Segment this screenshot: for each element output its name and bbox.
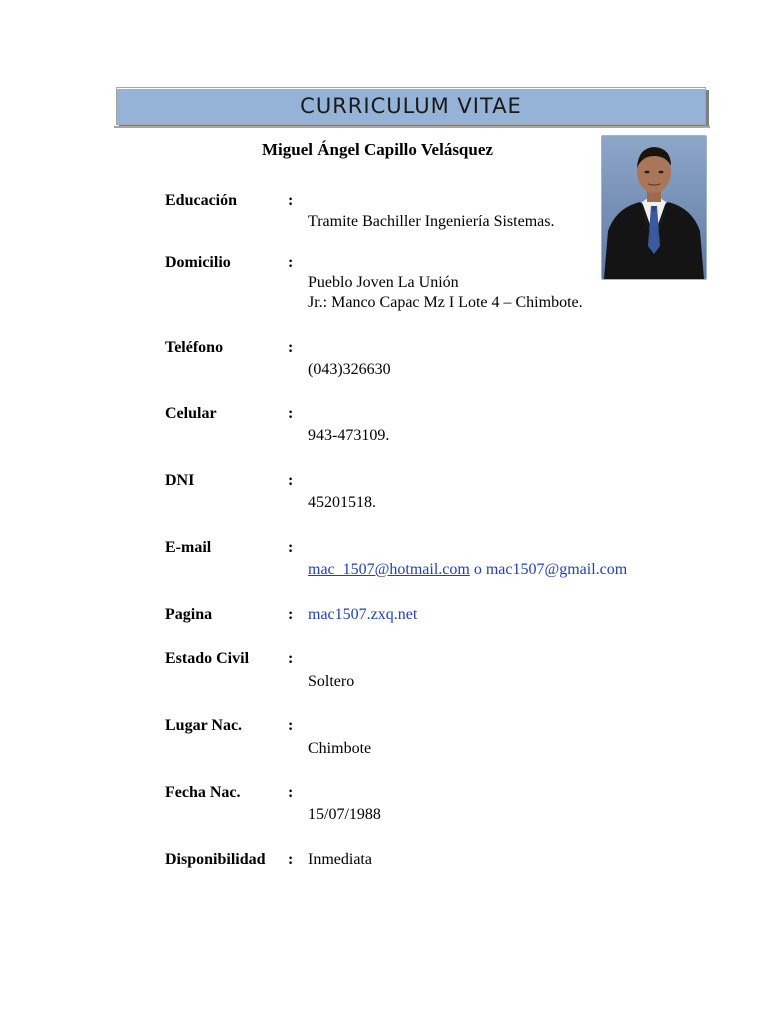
estado-civil-value: Soltero xyxy=(308,673,355,690)
email-value xyxy=(308,561,627,579)
dni-label: DNI xyxy=(165,472,195,489)
dni-value: 45201518. xyxy=(308,494,376,511)
pagina-colon: : xyxy=(288,606,294,623)
estado-civil-colon: : xyxy=(288,650,294,667)
person-name: Miguel Ángel Capillo Velásquez xyxy=(262,140,493,159)
email-colon: : xyxy=(288,539,294,556)
lugar-nac-label: Lugar Nac. xyxy=(165,717,243,734)
title-banner xyxy=(116,87,706,125)
lugar-nac-colon: : xyxy=(288,717,294,734)
fecha-nac-value: 15/07/1988 xyxy=(308,806,381,823)
pagina-label: Pagina xyxy=(165,606,213,623)
profile-photo xyxy=(601,135,707,280)
domicilio-line2: Jr.: Manco Capac Mz I Lote 4 – Chimbote. xyxy=(308,294,583,311)
fecha-nac-label: Fecha Nac. xyxy=(165,784,241,801)
email-primary-link[interactable]: mac_1507@hotmail.com xyxy=(308,561,470,578)
lugar-nac-value: Chimbote xyxy=(308,740,372,757)
person-portrait-icon xyxy=(602,136,706,279)
educacion-value: Tramite Bachiller Ingeniería Sistemas. xyxy=(308,213,555,230)
title-underline xyxy=(114,126,710,128)
celular-label: Celular xyxy=(165,405,217,422)
email-separator: o xyxy=(469,561,486,578)
celular-value: 943-473109. xyxy=(308,427,390,444)
domicilio-label: Domicilio xyxy=(165,254,231,271)
email-label: E-mail xyxy=(165,539,212,556)
educacion-colon: : xyxy=(288,192,294,209)
page-title: CURRICULUM VITAE xyxy=(300,94,522,118)
disponibilidad-value: Inmediata xyxy=(308,851,372,868)
telefono-value: (043)326630 xyxy=(308,361,391,378)
educacion-label: Educación xyxy=(165,192,238,209)
celular-colon: : xyxy=(288,405,294,422)
disponibilidad-colon: : xyxy=(288,851,294,868)
disponibilidad-label: Disponibilidad xyxy=(165,851,266,868)
estado-civil-label: Estado Civil xyxy=(165,650,250,667)
email-secondary-link[interactable]: mac1507@gmail.com xyxy=(485,561,628,578)
pagina-link[interactable]: mac1507.zxq.net xyxy=(308,606,418,623)
domicilio-colon: : xyxy=(288,254,294,271)
telefono-colon: : xyxy=(288,339,294,356)
domicilio-line1: Pueblo Joven La Unión xyxy=(308,274,459,291)
fecha-nac-colon: : xyxy=(288,784,294,801)
dni-colon: : xyxy=(288,472,294,489)
telefono-label: Teléfono xyxy=(165,339,224,356)
